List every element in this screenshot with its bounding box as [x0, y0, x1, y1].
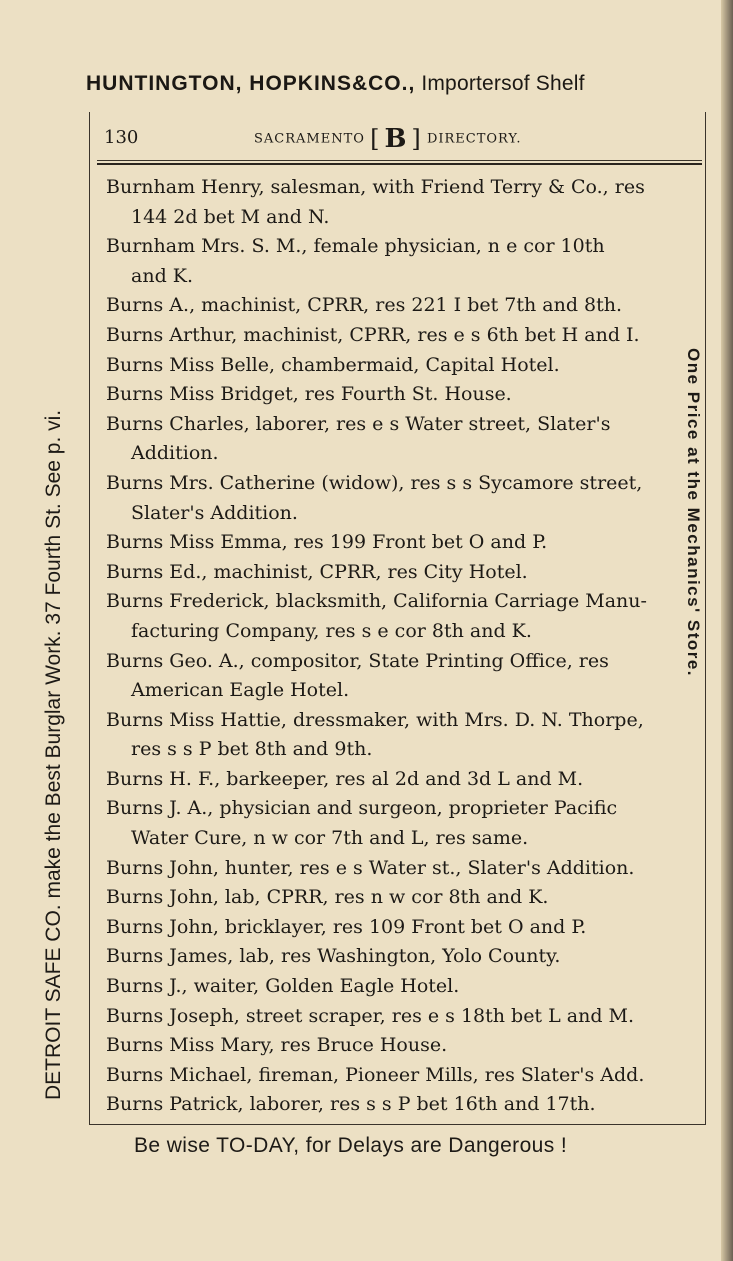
directory-entry [106, 765, 696, 795]
entry-line: Burns Michael, fireman, Pioneer Mills, res Slater's Add. [106, 1063, 645, 1086]
directory-entry [106, 351, 696, 381]
entry-line: Burns Joseph, street scraper, res e s 18th bet L and M. [106, 1004, 635, 1027]
directory-entry [106, 913, 696, 943]
running-title [254, 124, 521, 154]
right-margin-advertisement: One Price at the Mechanics' Store. [684, 348, 703, 678]
directory-entry [106, 469, 696, 528]
entry-line: Burns J. A., physician and surgeon, proprieter Pacific [106, 797, 618, 820]
header-city: SACRAMENTO [254, 131, 365, 147]
directory-entry [106, 972, 696, 1002]
directory-entry [106, 1002, 696, 1032]
entry-line: Burns Geo. A., compositor, State Printing Office, res [106, 649, 609, 672]
entry-continuation-line: Water Cure, n w cor 7th and L, res same. [131, 827, 529, 850]
entry-line: Burns Miss Hattie, dressmaker, with Mrs. D. N. Thorpe, [106, 708, 644, 731]
directory-entry [106, 380, 696, 410]
entry-line: Burns Arthur, machinist, CPRR, res e s 6th bet H and I. [106, 323, 640, 346]
entry-line: Burns H. F., barkeeper, res al 2d and 3d L and M. [106, 767, 584, 790]
directory-entry [106, 942, 696, 972]
entry-continuation-line: Slater's Addition. [131, 501, 298, 524]
entry-line: Burns Ed., machinist, CPRR, res City Hotel. [106, 560, 528, 583]
header-rule-thick [97, 163, 702, 165]
header-title: DIRECTORY. [426, 131, 522, 147]
directory-entry [106, 173, 696, 232]
directory-entry [106, 291, 696, 321]
top-ad-tail: Importersof Shelf [415, 72, 585, 95]
entry-continuation-line: American Eagle Hotel. [131, 679, 350, 702]
header-open-bracket: [ [370, 125, 381, 153]
directory-entry [106, 232, 696, 291]
directory-entry [106, 587, 696, 646]
entry-line: Burns John, bricklayer, res 109 Front bet O and P. [106, 915, 587, 938]
directory-entry [106, 321, 696, 351]
directory-entry [106, 854, 696, 884]
entry-line: Burns Miss Mary, res Bruce House. [106, 1034, 448, 1057]
entry-line: Burns Miss Emma, res 199 Front bet O and P. [106, 531, 548, 554]
entry-line: Burns Miss Belle, chambermaid, Capital Hotel. [106, 353, 560, 376]
header-close-bracket: ] [411, 125, 422, 153]
header-rule-thin [97, 160, 702, 161]
left-margin-advertisement: DETROIT SAFE CO. make the Best Burglar Work. 37 Fourth St. See p. vi. [42, 409, 65, 1100]
entry-line: Burns A., machinist, CPRR, res 221 I bet 7th and 8th. [106, 294, 623, 317]
footer-slogan: Be wise TO-DAY, for Delays are Dangerous ! [134, 1134, 568, 1157]
entry-line: Burns John, lab, CPRR, res n w cor 8th and K. [106, 886, 549, 909]
directory-entries [106, 173, 696, 1120]
directory-entry [106, 647, 696, 706]
entry-line: Burnham Henry, salesman, with Friend Terry & Co., res [106, 176, 645, 198]
entry-continuation-line: facturing Company, res s e cor 8th and K. [131, 619, 532, 642]
top-ad-firm: HUNTINGTON, HOPKINS&CO., [86, 72, 416, 95]
entry-line: Burns Mrs. Catherine (widow), res s s Sycamore street, [106, 471, 643, 494]
page-edge-shadow [721, 0, 733, 1261]
directory-entry [106, 794, 696, 853]
entry-line: Burns Miss Bridget, res Fourth St. House. [106, 383, 512, 406]
directory-entry [106, 1061, 696, 1091]
directory-entry [106, 410, 696, 469]
entry-line: Burns John, hunter, res e s Water st., Slater's Addition. [106, 856, 635, 879]
directory-entry [106, 1031, 696, 1061]
directory-entry [106, 1090, 696, 1120]
entry-continuation-line: 144 2d bet M and N. [131, 205, 330, 228]
entry-continuation-line: and K. [131, 264, 194, 287]
entry-line: Burnham Mrs. S. M., female physician, n e cor 10th [106, 235, 605, 258]
entry-line: Burns Charles, laborer, res e s Water street, Slater's [106, 412, 611, 435]
running-header [104, 124, 704, 154]
entry-line: Burns Frederick, blacksmith, California Carriage Manu- [106, 590, 647, 613]
directory-entry [106, 706, 696, 765]
entry-continuation-line: res s s P bet 8th and 9th. [131, 738, 373, 761]
directory-entry [106, 883, 696, 913]
page-number: 130 [104, 127, 139, 148]
directory-entry [106, 528, 696, 558]
header-section-letter: B [384, 124, 408, 154]
directory-entry [106, 558, 696, 588]
entry-continuation-line: Addition. [131, 442, 219, 465]
top-advertisement [86, 72, 716, 96]
entry-line: Burns Patrick, laborer, res s s P bet 16th and 17th. [106, 1093, 596, 1116]
entry-line: Burns J., waiter, Golden Eagle Hotel. [106, 975, 460, 998]
entry-line: Burns James, lab, res Washington, Yolo County. [106, 945, 561, 968]
